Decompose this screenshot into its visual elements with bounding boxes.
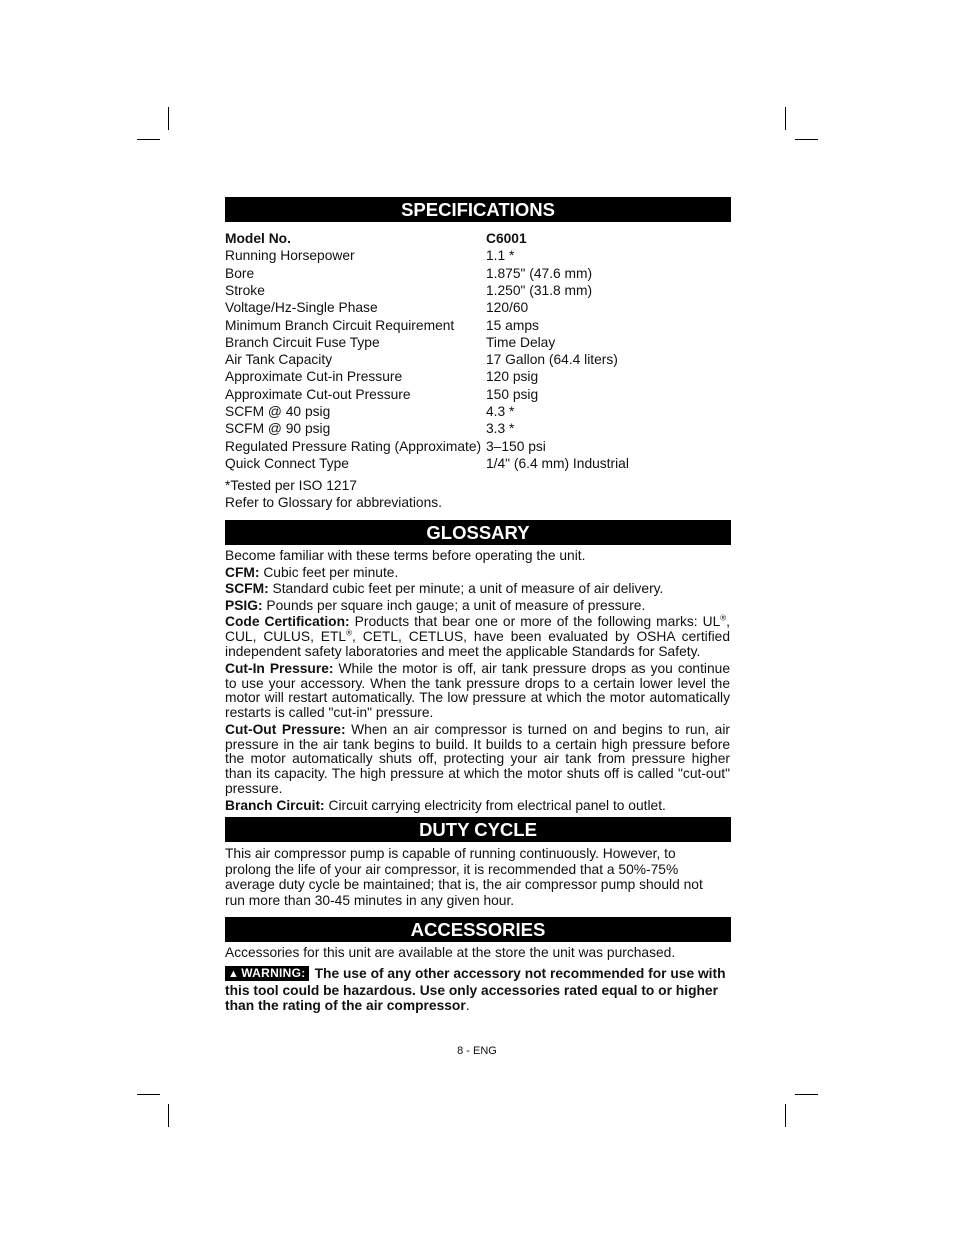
- definition: While the motor is off, air tank pressure drops as you continue: [333, 661, 730, 676]
- glossary-cutin-line3: motor will restart automatically. The low pressure at which the motor automatically: [225, 690, 730, 705]
- warning-badge: [225, 966, 309, 981]
- page-number: 8 - ENG: [457, 1045, 497, 1057]
- accessories-header: ACCESSORIES: [225, 917, 731, 942]
- glossary-cfm: [225, 564, 398, 581]
- spec-label: Approximate Cut-out Pressure: [225, 387, 411, 402]
- spec-label: SCFM @ 90 psig: [225, 421, 331, 436]
- spec-value: 3.3 *: [486, 421, 515, 436]
- definition: Standard cubic feet per minute; a unit of measure of air delivery.: [268, 581, 664, 596]
- crop-mark: [168, 107, 169, 130]
- spec-label: Bore: [225, 266, 255, 281]
- glossary-cutout-line5: pressure.: [225, 781, 283, 796]
- spec-glossary-note: Refer to Glossary for abbreviations.: [225, 495, 443, 510]
- crop-mark: [137, 1094, 160, 1095]
- spec-row: [225, 438, 731, 455]
- specifications-header: SPECIFICATIONS: [225, 197, 731, 222]
- spec-value: 150 psig: [486, 387, 539, 402]
- warning-triangle-icon: ▲: [228, 968, 240, 980]
- glossary-cutin-line2: to use your accessory. When the tank pressure drops to a certain lower level the: [225, 676, 730, 691]
- term: CFM:: [225, 565, 260, 580]
- spec-row: [225, 403, 731, 420]
- spec-label: Regulated Pressure Rating (Approximate): [225, 439, 482, 454]
- spec-row: [225, 455, 731, 472]
- spec-row: [225, 299, 731, 316]
- spec-label: Stroke: [225, 283, 265, 298]
- definition: Circuit carrying electricity from electrical panel to outlet.: [324, 798, 666, 813]
- spec-row: [225, 247, 731, 264]
- spec-value: C6001: [486, 231, 527, 246]
- spec-label: Air Tank Capacity: [225, 352, 333, 367]
- registered-mark: ®: [346, 628, 353, 638]
- spec-label: SCFM @ 40 psig: [225, 404, 331, 419]
- spec-row: [225, 386, 731, 403]
- spec-value: 15 amps: [486, 318, 539, 333]
- term: Branch Circuit:: [225, 798, 325, 813]
- spec-value: 4.3 *: [486, 404, 515, 419]
- spec-value: 17 Gallon (64.4 liters): [486, 352, 618, 367]
- duty-cycle-header: DUTY CYCLE: [225, 817, 731, 842]
- glossary-cutin-line4: restarts is called "cut-in" pressure.: [225, 705, 434, 720]
- term: PSIG:: [225, 598, 263, 613]
- spec-row: [225, 420, 731, 437]
- warning-label: WARNING:: [241, 966, 306, 980]
- glossary-cutout-line3: the motor automatically shuts off, protecting your air tank from pressure higher: [225, 751, 730, 766]
- spec-value: 1/4" (6.4 mm) Industrial: [486, 456, 629, 471]
- definition: When an air compressor is turned on and begins to run, air: [345, 722, 731, 737]
- duty-cycle-line3: average duty cycle be maintained; that is, the air compressor pump should not: [225, 877, 703, 892]
- glossary-header: GLOSSARY: [225, 520, 731, 545]
- accessories-warning-line1: [225, 965, 726, 982]
- spec-value: 120 psig: [486, 369, 539, 384]
- spec-value: 120/60: [486, 300, 529, 315]
- spec-footnote: *Tested per ISO 1217: [225, 478, 357, 493]
- glossary-code-line1: [225, 614, 730, 629]
- spec-row: [225, 368, 731, 385]
- spec-label: Minimum Branch Circuit Requirement: [225, 318, 455, 333]
- glossary-scfm: [225, 580, 663, 597]
- definition: CUL, CULUS, ETL: [225, 629, 347, 644]
- definition: , CETL, CETLUS, have been evaluated by OSHA certified: [352, 629, 730, 644]
- spec-row: [225, 334, 731, 351]
- glossary-cutout-line1: [225, 722, 730, 737]
- term: SCFM:: [225, 581, 269, 596]
- duty-cycle-line1: This air compressor pump is capable of running continuously. However, to: [225, 846, 676, 861]
- spec-value: 1.875" (47.6 mm): [486, 266, 593, 281]
- term: Code Certification:: [225, 614, 350, 629]
- glossary-branch: [225, 797, 666, 814]
- definition: ,: [726, 614, 730, 629]
- spec-row: [225, 230, 731, 247]
- accessories-intro: Accessories for this unit are available at the store the unit was purchased.: [225, 945, 676, 960]
- spec-label: Model No.: [225, 231, 291, 246]
- registered-mark: ®: [720, 613, 727, 623]
- glossary-psig: [225, 597, 645, 614]
- term: Cut-In Pressure:: [225, 661, 334, 676]
- glossary-cutout-line2: pressure in the air tank begins to build. It builds to a certain high pressure before: [225, 737, 730, 752]
- glossary-code-line2: [225, 629, 730, 644]
- crop-mark: [795, 1094, 818, 1095]
- spec-label: Quick Connect Type: [225, 456, 349, 471]
- spec-row: [225, 351, 731, 368]
- glossary-code-line3: independent safety laboratories and meet the applicable Standards for Safety.: [225, 644, 701, 659]
- spec-label: Voltage/Hz-Single Phase: [225, 300, 378, 315]
- spec-label: Running Horsepower: [225, 248, 355, 263]
- glossary-cutout-line4: than its capacity. The high pressure at which the motor shuts off is called "cut-out": [225, 766, 730, 781]
- crop-mark: [785, 107, 786, 130]
- spec-row: [225, 265, 731, 282]
- definition: Cubic feet per minute.: [259, 565, 399, 580]
- duty-cycle-line2: prolong the life of your air compressor, it is recommended that a 50%-75%: [225, 862, 679, 877]
- spec-value: 1.250" (31.8 mm): [486, 283, 593, 298]
- definition: Products that bear one or more of the following marks: UL: [349, 614, 721, 629]
- spec-value: Time Delay: [486, 335, 556, 350]
- spec-row: [225, 282, 731, 299]
- spec-label: Approximate Cut-in Pressure: [225, 369, 403, 384]
- crop-mark: [137, 139, 160, 140]
- definition: Pounds per square inch gauge; a unit of measure of pressure.: [262, 598, 646, 613]
- crop-mark: [795, 139, 818, 140]
- glossary-intro: Become familiar with these terms before operating the unit.: [225, 548, 586, 563]
- warning-text: The use of any other accessory not recommended for use with: [314, 966, 726, 981]
- spec-label: Branch Circuit Fuse Type: [225, 335, 380, 350]
- spec-value: 1.1 *: [486, 248, 515, 263]
- crop-mark: [168, 1104, 169, 1127]
- duty-cycle-line4: run more than 30-45 minutes in any given hour.: [225, 893, 515, 908]
- spec-row: [225, 317, 731, 334]
- glossary-cutin-line1: [225, 661, 730, 676]
- warning-text: than the rating of the air compressor: [225, 998, 466, 1013]
- accessories-warning-line2: this tool could be hazardous. Use only accessories rated equal to or higher: [225, 983, 718, 998]
- accessories-warning-line3: [225, 997, 470, 1014]
- crop-mark: [785, 1104, 786, 1127]
- spec-value: 3–150 psi: [486, 439, 546, 454]
- warning-text-period: .: [465, 998, 470, 1013]
- term: Cut-Out Pressure:: [225, 722, 346, 737]
